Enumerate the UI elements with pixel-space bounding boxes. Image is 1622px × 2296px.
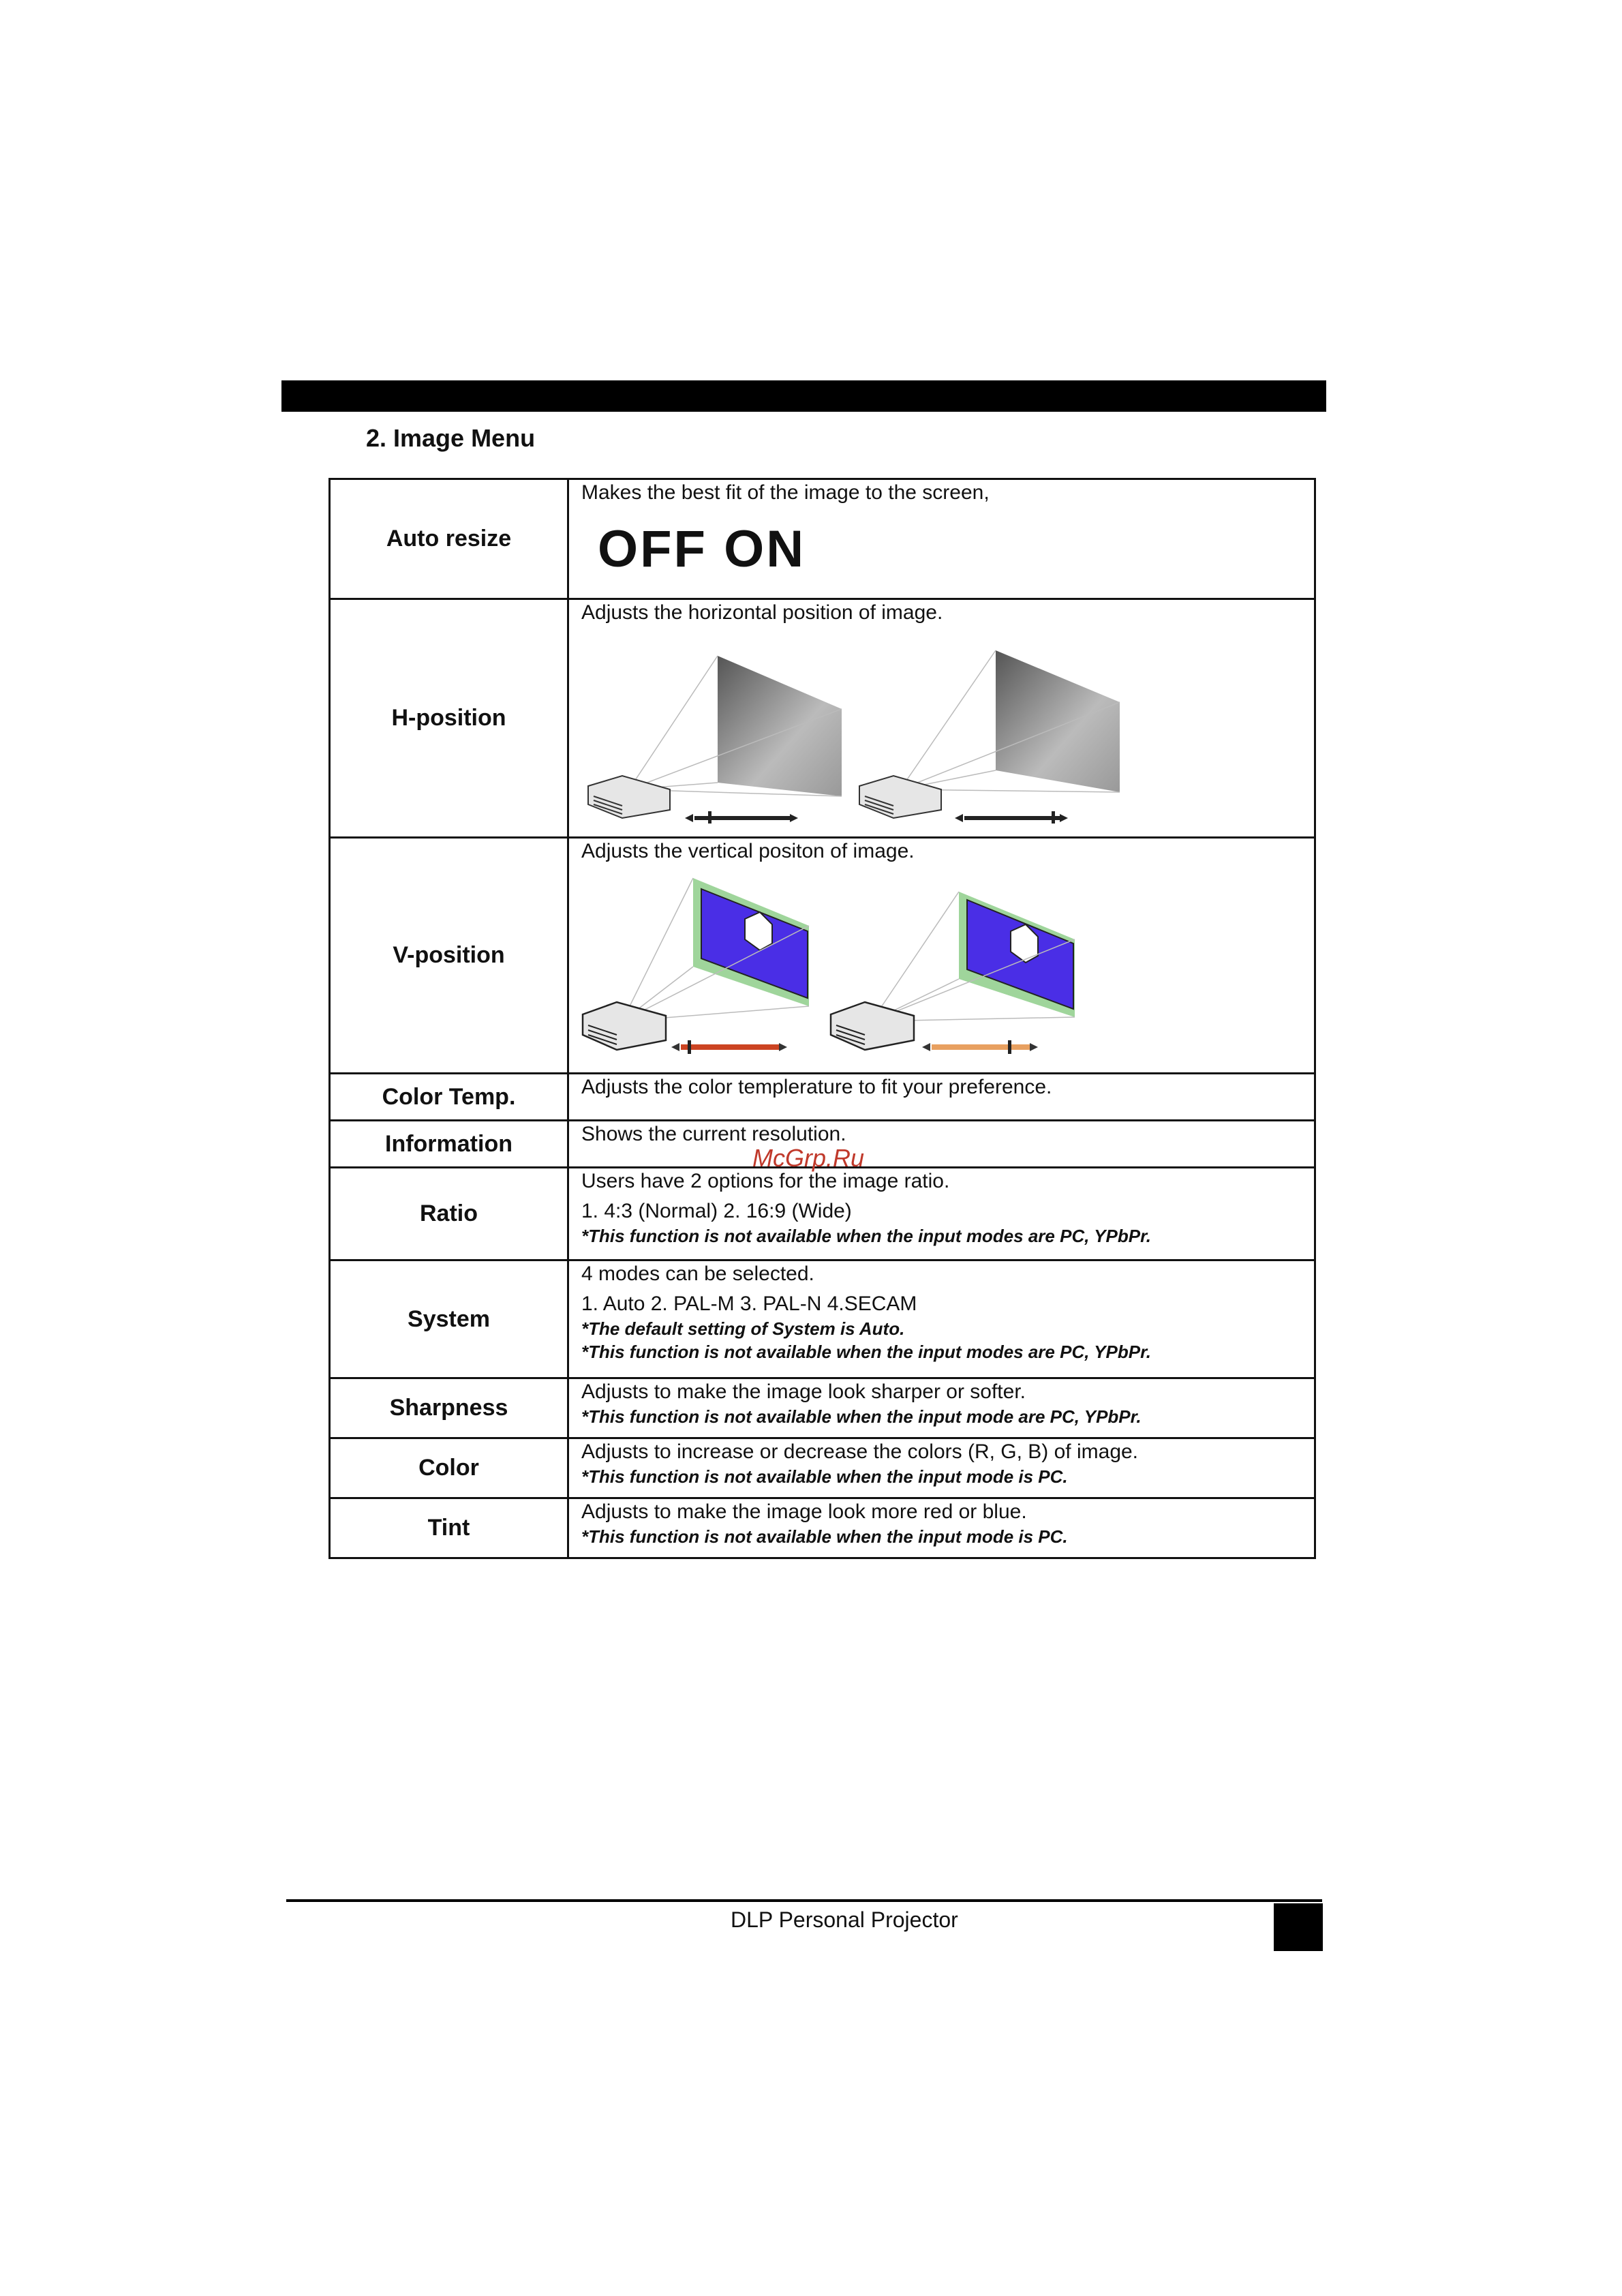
menu-item-auto-resize: Auto resize [330, 479, 568, 599]
desc-text: Adjusts the vertical positon of image. [581, 840, 915, 862]
table-row [330, 838, 1315, 1074]
menu-item-color: Color [330, 1438, 568, 1498]
footer-title: DLP Personal Projector [731, 1907, 958, 1932]
table-row [330, 1438, 1315, 1498]
note-text: *This function is not available when the input modes are PC, YPbPr. [581, 1226, 1152, 1246]
menu-item-desc [568, 1074, 1315, 1121]
note-text: *This function is not available when the input modes are PC, YPbPr. [581, 1342, 1152, 1362]
menu-item-tint: Tint [330, 1498, 568, 1558]
desc-text: Adjusts the color templerature to fit your preference. [581, 1076, 1052, 1098]
desc-text: Makes the best fit of the image to the screen, [581, 481, 990, 504]
note-text: *This function is not available when the input mode are PC, YPbPr. [581, 1406, 1142, 1427]
image-menu-table [328, 478, 1316, 1559]
note-text: *This function is not available when the input mode is PC. [581, 1526, 1068, 1547]
watermark: McGrp.Ru [752, 1144, 865, 1172]
menu-item-desc [568, 599, 1315, 838]
desc-text: Adjusts to increase or decrease the colors (R, G, B) of image. [581, 1440, 1139, 1463]
projector-horizontal-shift-icon [581, 626, 1127, 830]
menu-item-desc [568, 1168, 1315, 1260]
menu-item-h-position: H-position [330, 599, 568, 838]
page-number-box [1274, 1903, 1323, 1951]
table-row [330, 1074, 1315, 1121]
menu-item-color-temp: Color Temp. [330, 1074, 568, 1121]
table-row [330, 1498, 1315, 1558]
menu-item-desc [568, 1438, 1315, 1498]
desc-text: Adjusts to make the image look sharper or softer. [581, 1380, 1026, 1403]
note-text: *This function is not available when the input mode is PC. [581, 1466, 1068, 1487]
page-title: 2. Image Menu [366, 424, 536, 452]
table-row [330, 1168, 1315, 1260]
menu-item-sharpness: Sharpness [330, 1378, 568, 1438]
menu-item-desc [568, 838, 1315, 1074]
menu-item-desc [568, 1378, 1315, 1438]
desc-text: 4 modes can be selected. [581, 1263, 814, 1285]
table-row [330, 1260, 1315, 1378]
menu-item-desc [568, 1121, 1315, 1168]
options-text: 1. 4:3 (Normal) 2. 16:9 (Wide) [581, 1200, 852, 1222]
projector-vertical-shift-icon [581, 864, 1127, 1066]
header-bar [281, 380, 1326, 412]
options-text: 1. Auto 2. PAL-M 3. PAL-N 4.SECAM [581, 1293, 917, 1315]
menu-item-desc [568, 1260, 1315, 1378]
desc-text: Users have 2 options for the image ratio. [581, 1170, 950, 1192]
menu-item-information: Information [330, 1121, 568, 1168]
desc-text: Shows the current resolution. [581, 1123, 846, 1145]
desc-text: Adjusts to make the image look more red or blue. [581, 1500, 1027, 1523]
desc-text: Adjusts the horizontal position of image. [581, 601, 943, 624]
table-row [330, 599, 1315, 838]
table-row [330, 479, 1315, 599]
off-on-toggle-label: OFF ON [598, 520, 806, 578]
menu-item-system: System [330, 1260, 568, 1378]
note-text: *The default setting of System is Auto. [581, 1318, 905, 1339]
table-row [330, 1378, 1315, 1438]
menu-item-ratio: Ratio [330, 1168, 568, 1260]
footer-divider [286, 1899, 1322, 1902]
menu-item-v-position: V-position [330, 838, 568, 1074]
menu-item-desc [568, 1498, 1315, 1558]
menu-item-desc [568, 479, 1315, 599]
